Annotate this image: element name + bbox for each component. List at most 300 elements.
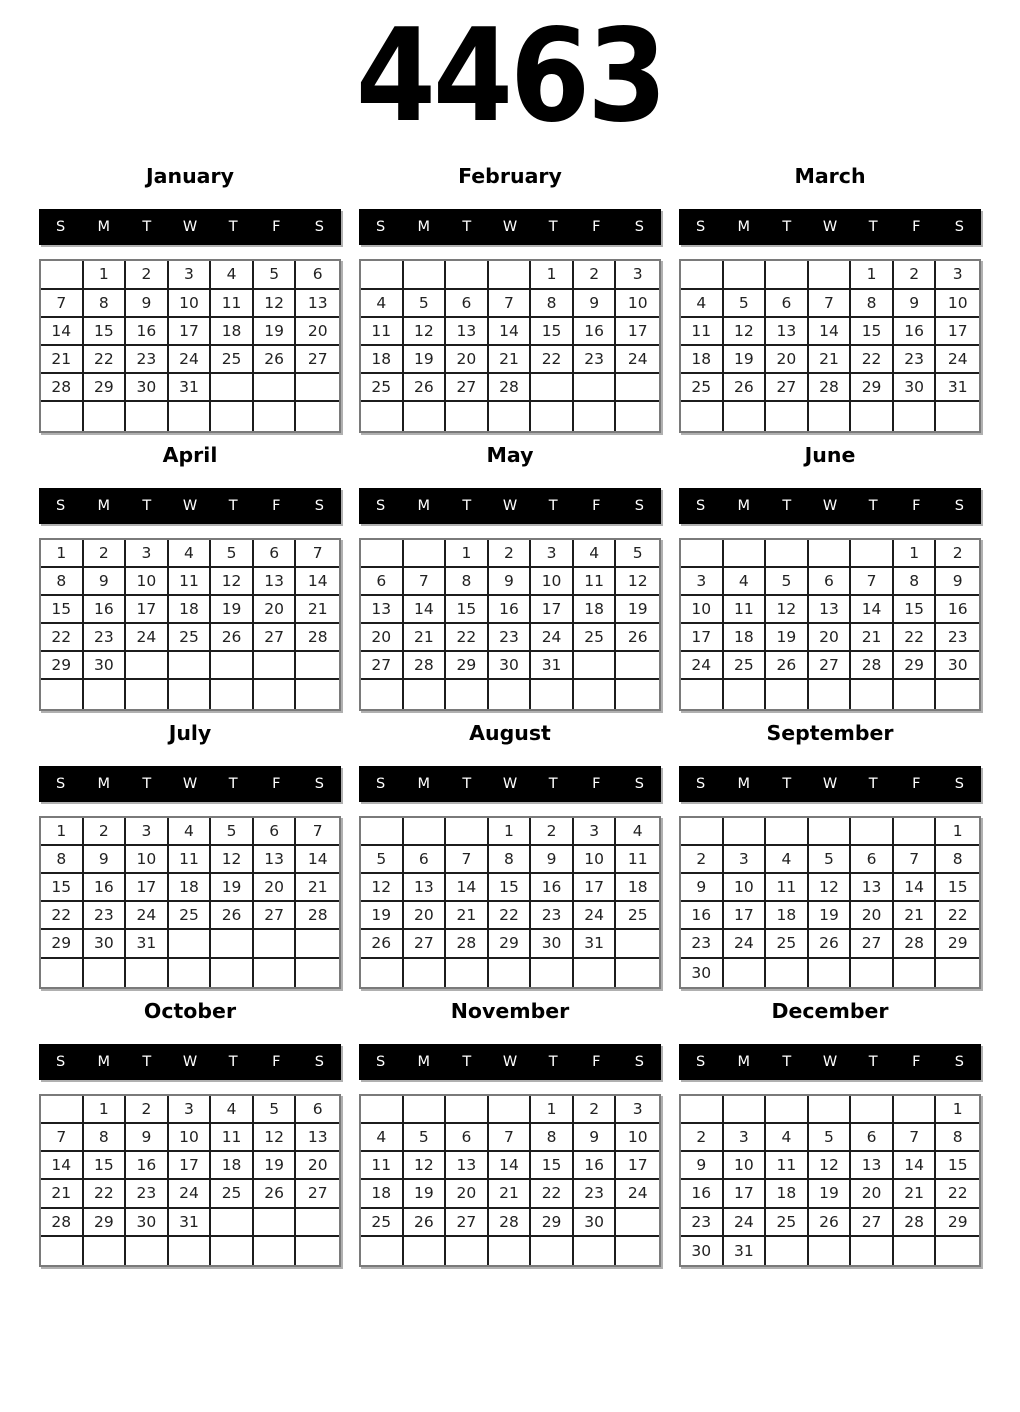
day-cell: 21 bbox=[296, 874, 339, 902]
day-cell: 24 bbox=[936, 346, 979, 374]
day-cell bbox=[724, 402, 767, 430]
day-cell: 2 bbox=[681, 846, 724, 874]
day-cell bbox=[446, 1096, 489, 1124]
day-cell: 26 bbox=[254, 346, 297, 374]
weekday-label: T bbox=[228, 497, 238, 514]
day-cell: 23 bbox=[936, 624, 979, 652]
weekday-label: S bbox=[954, 1053, 965, 1070]
day-cell bbox=[211, 1237, 254, 1265]
day-cell: 17 bbox=[574, 874, 617, 902]
weekday-label: M bbox=[417, 775, 430, 792]
day-cell bbox=[84, 959, 127, 987]
day-cell bbox=[531, 680, 574, 708]
day-cell: 7 bbox=[41, 1124, 84, 1152]
weekday-label: F bbox=[272, 1053, 281, 1070]
day-cell: 10 bbox=[169, 1124, 212, 1152]
month-name: May bbox=[486, 442, 534, 467]
day-cell: 24 bbox=[616, 346, 659, 374]
day-grid bbox=[359, 1094, 661, 1267]
day-cell: 5 bbox=[809, 846, 852, 874]
weekday-label: W bbox=[822, 219, 838, 236]
month-name: December bbox=[771, 998, 889, 1023]
day-cell bbox=[681, 818, 724, 846]
day-cell: 10 bbox=[126, 568, 169, 596]
day-cell bbox=[574, 1237, 617, 1265]
day-cell: 2 bbox=[894, 261, 937, 289]
weekday-label: T bbox=[548, 775, 558, 792]
day-cell bbox=[254, 374, 297, 402]
day-cell: 27 bbox=[296, 346, 339, 374]
day-cell: 23 bbox=[489, 624, 532, 652]
day-cell: 13 bbox=[254, 846, 297, 874]
day-cell: 11 bbox=[724, 596, 767, 624]
day-cell: 30 bbox=[936, 652, 979, 680]
day-cell: 21 bbox=[489, 1180, 532, 1208]
day-cell: 13 bbox=[361, 596, 404, 624]
day-cell: 1 bbox=[41, 818, 84, 846]
day-cell bbox=[41, 261, 84, 289]
day-cell: 23 bbox=[894, 346, 937, 374]
day-cell bbox=[211, 402, 254, 430]
day-cell bbox=[766, 959, 809, 987]
day-cell: 14 bbox=[296, 568, 339, 596]
day-cell bbox=[766, 1237, 809, 1265]
day-cell: 19 bbox=[724, 346, 767, 374]
day-cell: 24 bbox=[169, 346, 212, 374]
weekday-label: M bbox=[417, 497, 430, 514]
day-cell: 11 bbox=[361, 1152, 404, 1180]
day-cell: 23 bbox=[84, 624, 127, 652]
day-cell: 3 bbox=[616, 1096, 659, 1124]
day-cell: 3 bbox=[126, 818, 169, 846]
day-cell: 20 bbox=[446, 346, 489, 374]
day-cell: 9 bbox=[574, 1124, 617, 1152]
weekday-header bbox=[39, 766, 341, 802]
day-cell: 19 bbox=[254, 1152, 297, 1180]
day-cell: 16 bbox=[489, 596, 532, 624]
month-february bbox=[359, 164, 661, 432]
day-cell bbox=[41, 1237, 84, 1265]
weekday-label: S bbox=[55, 1053, 66, 1070]
day-cell: 3 bbox=[126, 540, 169, 568]
day-cell: 5 bbox=[211, 818, 254, 846]
day-cell bbox=[361, 402, 404, 430]
day-cell: 8 bbox=[936, 846, 979, 874]
day-cell: 27 bbox=[404, 930, 447, 958]
day-cell: 24 bbox=[681, 652, 724, 680]
weekday-header bbox=[679, 209, 981, 245]
day-cell: 18 bbox=[361, 346, 404, 374]
day-cell bbox=[211, 374, 254, 402]
day-cell: 29 bbox=[84, 374, 127, 402]
day-cell: 30 bbox=[84, 930, 127, 958]
day-cell: 11 bbox=[169, 846, 212, 874]
day-cell: 3 bbox=[724, 1124, 767, 1152]
day-grid bbox=[679, 816, 981, 989]
day-cell: 7 bbox=[489, 1124, 532, 1152]
day-cell: 2 bbox=[936, 540, 979, 568]
day-grid bbox=[359, 259, 661, 432]
day-grid bbox=[39, 538, 341, 711]
day-cell bbox=[361, 1237, 404, 1265]
day-cell bbox=[724, 818, 767, 846]
weekday-header bbox=[679, 1044, 981, 1080]
day-cell bbox=[169, 1237, 212, 1265]
day-cell bbox=[446, 818, 489, 846]
day-cell: 2 bbox=[531, 818, 574, 846]
weekday-label: F bbox=[912, 1053, 921, 1070]
day-cell: 15 bbox=[84, 318, 127, 346]
day-cell bbox=[296, 1237, 339, 1265]
day-cell: 17 bbox=[681, 624, 724, 652]
day-cell: 8 bbox=[894, 568, 937, 596]
day-cell: 8 bbox=[446, 568, 489, 596]
day-cell bbox=[766, 1096, 809, 1124]
day-cell: 29 bbox=[41, 652, 84, 680]
day-cell bbox=[169, 652, 212, 680]
weekday-label: T bbox=[782, 219, 792, 236]
day-cell: 22 bbox=[489, 902, 532, 930]
weekday-label: S bbox=[375, 219, 386, 236]
day-cell: 15 bbox=[84, 1152, 127, 1180]
day-cell: 9 bbox=[126, 290, 169, 318]
day-cell: 27 bbox=[851, 1209, 894, 1237]
day-cell bbox=[574, 652, 617, 680]
day-cell: 6 bbox=[851, 1124, 894, 1152]
day-cell: 13 bbox=[766, 318, 809, 346]
day-cell: 26 bbox=[766, 652, 809, 680]
month-july bbox=[39, 721, 341, 989]
day-cell bbox=[361, 1096, 404, 1124]
day-cell bbox=[489, 1096, 532, 1124]
day-cell: 31 bbox=[126, 930, 169, 958]
day-cell bbox=[724, 261, 767, 289]
weekday-label: T bbox=[548, 1053, 558, 1070]
day-cell: 9 bbox=[531, 846, 574, 874]
weekday-label: S bbox=[55, 775, 66, 792]
day-cell bbox=[531, 374, 574, 402]
day-cell: 18 bbox=[574, 596, 617, 624]
day-cell bbox=[894, 680, 937, 708]
day-cell bbox=[616, 652, 659, 680]
day-cell: 14 bbox=[894, 1152, 937, 1180]
day-cell: 11 bbox=[211, 290, 254, 318]
day-cell: 5 bbox=[404, 1124, 447, 1152]
day-cell: 3 bbox=[531, 540, 574, 568]
day-cell bbox=[211, 959, 254, 987]
day-cell: 8 bbox=[84, 1124, 127, 1152]
weekday-label: M bbox=[97, 219, 110, 236]
month-name: April bbox=[162, 442, 218, 467]
day-cell: 30 bbox=[531, 930, 574, 958]
day-cell: 26 bbox=[616, 624, 659, 652]
weekday-label: S bbox=[634, 219, 645, 236]
day-cell: 3 bbox=[574, 818, 617, 846]
day-cell bbox=[84, 1237, 127, 1265]
day-cell: 11 bbox=[766, 874, 809, 902]
day-cell: 14 bbox=[296, 846, 339, 874]
day-cell: 23 bbox=[126, 1180, 169, 1208]
weekday-label: T bbox=[462, 219, 472, 236]
month-april bbox=[39, 443, 341, 711]
day-cell bbox=[616, 1237, 659, 1265]
day-cell bbox=[446, 402, 489, 430]
weekday-label: F bbox=[272, 219, 281, 236]
day-cell: 20 bbox=[404, 902, 447, 930]
weekday-label: F bbox=[592, 1053, 601, 1070]
day-cell: 11 bbox=[361, 318, 404, 346]
day-cell: 18 bbox=[169, 596, 212, 624]
day-cell: 6 bbox=[766, 290, 809, 318]
day-cell: 4 bbox=[169, 818, 212, 846]
day-cell: 16 bbox=[126, 318, 169, 346]
day-cell: 4 bbox=[574, 540, 617, 568]
day-cell bbox=[404, 680, 447, 708]
day-cell bbox=[296, 402, 339, 430]
day-cell: 8 bbox=[531, 290, 574, 318]
month-october bbox=[39, 999, 341, 1267]
day-cell: 28 bbox=[894, 930, 937, 958]
day-cell: 11 bbox=[681, 318, 724, 346]
day-cell bbox=[616, 374, 659, 402]
weekday-label: S bbox=[634, 1053, 645, 1070]
year-title: 4463 bbox=[355, 2, 665, 151]
day-cell: 21 bbox=[41, 346, 84, 374]
weekday-label: T bbox=[782, 497, 792, 514]
day-cell: 24 bbox=[126, 624, 169, 652]
day-cell: 22 bbox=[531, 1180, 574, 1208]
day-cell: 31 bbox=[936, 374, 979, 402]
day-cell: 6 bbox=[296, 1096, 339, 1124]
day-cell: 21 bbox=[446, 902, 489, 930]
day-cell: 4 bbox=[681, 290, 724, 318]
day-cell bbox=[574, 959, 617, 987]
day-grid bbox=[359, 816, 661, 989]
day-cell bbox=[361, 818, 404, 846]
day-cell: 16 bbox=[84, 874, 127, 902]
day-cell: 30 bbox=[84, 652, 127, 680]
weekday-label: T bbox=[868, 497, 878, 514]
day-cell: 29 bbox=[531, 1209, 574, 1237]
day-cell: 27 bbox=[446, 374, 489, 402]
day-cell: 27 bbox=[254, 624, 297, 652]
day-cell bbox=[766, 261, 809, 289]
day-cell bbox=[296, 930, 339, 958]
day-cell: 22 bbox=[41, 624, 84, 652]
day-cell bbox=[936, 680, 979, 708]
day-cell bbox=[489, 959, 532, 987]
day-cell: 17 bbox=[616, 318, 659, 346]
day-cell: 22 bbox=[84, 346, 127, 374]
day-cell: 19 bbox=[809, 1180, 852, 1208]
day-cell: 11 bbox=[616, 846, 659, 874]
day-cell: 25 bbox=[616, 902, 659, 930]
day-cell: 9 bbox=[681, 874, 724, 902]
weekday-label: S bbox=[954, 497, 965, 514]
day-cell bbox=[126, 652, 169, 680]
day-cell bbox=[126, 959, 169, 987]
day-cell: 26 bbox=[404, 1209, 447, 1237]
day-cell bbox=[41, 680, 84, 708]
day-cell: 9 bbox=[489, 568, 532, 596]
day-cell: 15 bbox=[531, 1152, 574, 1180]
day-cell: 7 bbox=[809, 290, 852, 318]
day-cell: 17 bbox=[724, 1180, 767, 1208]
day-cell: 14 bbox=[41, 318, 84, 346]
day-cell: 13 bbox=[404, 874, 447, 902]
day-cell bbox=[254, 959, 297, 987]
day-cell: 26 bbox=[211, 902, 254, 930]
day-cell: 13 bbox=[809, 596, 852, 624]
day-cell bbox=[361, 959, 404, 987]
day-cell: 1 bbox=[41, 540, 84, 568]
weekday-label: F bbox=[272, 775, 281, 792]
day-cell: 25 bbox=[574, 624, 617, 652]
day-cell: 27 bbox=[766, 374, 809, 402]
day-cell bbox=[296, 1209, 339, 1237]
day-cell: 20 bbox=[361, 624, 404, 652]
day-cell bbox=[574, 374, 617, 402]
day-cell: 28 bbox=[446, 930, 489, 958]
weekday-label: T bbox=[868, 1053, 878, 1070]
day-cell: 2 bbox=[84, 540, 127, 568]
day-grid bbox=[39, 1094, 341, 1267]
day-cell: 19 bbox=[809, 902, 852, 930]
day-cell: 24 bbox=[724, 930, 767, 958]
day-cell: 6 bbox=[254, 540, 297, 568]
day-cell: 20 bbox=[766, 346, 809, 374]
day-cell: 2 bbox=[574, 1096, 617, 1124]
day-cell: 17 bbox=[936, 318, 979, 346]
day-cell: 28 bbox=[296, 624, 339, 652]
weekday-label: T bbox=[228, 219, 238, 236]
day-cell bbox=[126, 680, 169, 708]
day-cell: 20 bbox=[446, 1180, 489, 1208]
day-cell bbox=[211, 652, 254, 680]
day-cell: 8 bbox=[489, 846, 532, 874]
day-cell: 1 bbox=[851, 261, 894, 289]
day-cell: 18 bbox=[724, 624, 767, 652]
weekday-label: M bbox=[737, 775, 750, 792]
weekday-label: T bbox=[462, 1053, 472, 1070]
weekday-label: F bbox=[272, 497, 281, 514]
weekday-label: T bbox=[868, 775, 878, 792]
day-cell: 27 bbox=[446, 1209, 489, 1237]
day-cell bbox=[296, 374, 339, 402]
day-grid bbox=[39, 259, 341, 432]
weekday-header bbox=[359, 1044, 661, 1080]
weekday-header bbox=[39, 1044, 341, 1080]
day-cell: 23 bbox=[681, 930, 724, 958]
day-cell bbox=[41, 1096, 84, 1124]
day-cell bbox=[41, 959, 84, 987]
day-cell bbox=[894, 402, 937, 430]
day-cell: 6 bbox=[296, 261, 339, 289]
day-cell: 24 bbox=[126, 902, 169, 930]
day-cell bbox=[851, 402, 894, 430]
day-cell: 11 bbox=[211, 1124, 254, 1152]
day-cell: 9 bbox=[126, 1124, 169, 1152]
day-cell: 5 bbox=[616, 540, 659, 568]
day-cell: 20 bbox=[254, 874, 297, 902]
day-cell: 18 bbox=[361, 1180, 404, 1208]
weekday-label: M bbox=[97, 1053, 110, 1070]
month-march bbox=[679, 164, 981, 432]
weekday-label: T bbox=[782, 775, 792, 792]
weekday-label: W bbox=[502, 1053, 518, 1070]
day-cell: 3 bbox=[169, 261, 212, 289]
day-cell: 29 bbox=[894, 652, 937, 680]
day-cell: 4 bbox=[724, 568, 767, 596]
day-cell bbox=[616, 680, 659, 708]
day-cell: 20 bbox=[296, 1152, 339, 1180]
day-cell: 3 bbox=[936, 261, 979, 289]
day-cell bbox=[404, 818, 447, 846]
day-grid bbox=[679, 1094, 981, 1267]
weekday-label: S bbox=[695, 775, 706, 792]
day-cell: 15 bbox=[489, 874, 532, 902]
weekday-label: M bbox=[97, 497, 110, 514]
day-cell: 15 bbox=[531, 318, 574, 346]
day-cell: 19 bbox=[361, 902, 404, 930]
day-cell: 20 bbox=[254, 596, 297, 624]
day-cell: 22 bbox=[936, 902, 979, 930]
day-cell: 28 bbox=[404, 652, 447, 680]
day-cell: 10 bbox=[616, 290, 659, 318]
day-cell bbox=[681, 540, 724, 568]
day-cell: 16 bbox=[126, 1152, 169, 1180]
day-cell: 19 bbox=[404, 346, 447, 374]
day-cell: 14 bbox=[489, 1152, 532, 1180]
day-cell: 5 bbox=[724, 290, 767, 318]
day-cell bbox=[809, 1237, 852, 1265]
day-cell bbox=[404, 1237, 447, 1265]
day-cell: 17 bbox=[169, 318, 212, 346]
day-cell: 22 bbox=[41, 902, 84, 930]
day-cell: 24 bbox=[531, 624, 574, 652]
day-cell: 18 bbox=[616, 874, 659, 902]
day-cell: 1 bbox=[84, 261, 127, 289]
day-cell: 12 bbox=[724, 318, 767, 346]
day-cell bbox=[809, 402, 852, 430]
day-cell: 23 bbox=[681, 1209, 724, 1237]
day-cell: 12 bbox=[404, 318, 447, 346]
day-cell bbox=[809, 1096, 852, 1124]
day-cell bbox=[809, 959, 852, 987]
day-cell bbox=[361, 680, 404, 708]
day-cell: 15 bbox=[936, 874, 979, 902]
day-cell: 5 bbox=[766, 568, 809, 596]
day-cell bbox=[489, 1237, 532, 1265]
weekday-label: T bbox=[462, 775, 472, 792]
weekday-label: T bbox=[228, 1053, 238, 1070]
day-cell: 6 bbox=[446, 1124, 489, 1152]
day-cell bbox=[296, 959, 339, 987]
day-cell: 20 bbox=[851, 902, 894, 930]
day-cell bbox=[851, 818, 894, 846]
month-september bbox=[679, 721, 981, 989]
day-cell bbox=[211, 680, 254, 708]
month-name: September bbox=[766, 720, 894, 745]
day-cell bbox=[851, 959, 894, 987]
day-cell: 26 bbox=[254, 1180, 297, 1208]
day-cell bbox=[851, 1096, 894, 1124]
day-cell: 5 bbox=[254, 261, 297, 289]
weekday-label: W bbox=[182, 775, 198, 792]
day-cell: 6 bbox=[446, 290, 489, 318]
day-cell: 7 bbox=[489, 290, 532, 318]
day-cell: 4 bbox=[361, 1124, 404, 1152]
